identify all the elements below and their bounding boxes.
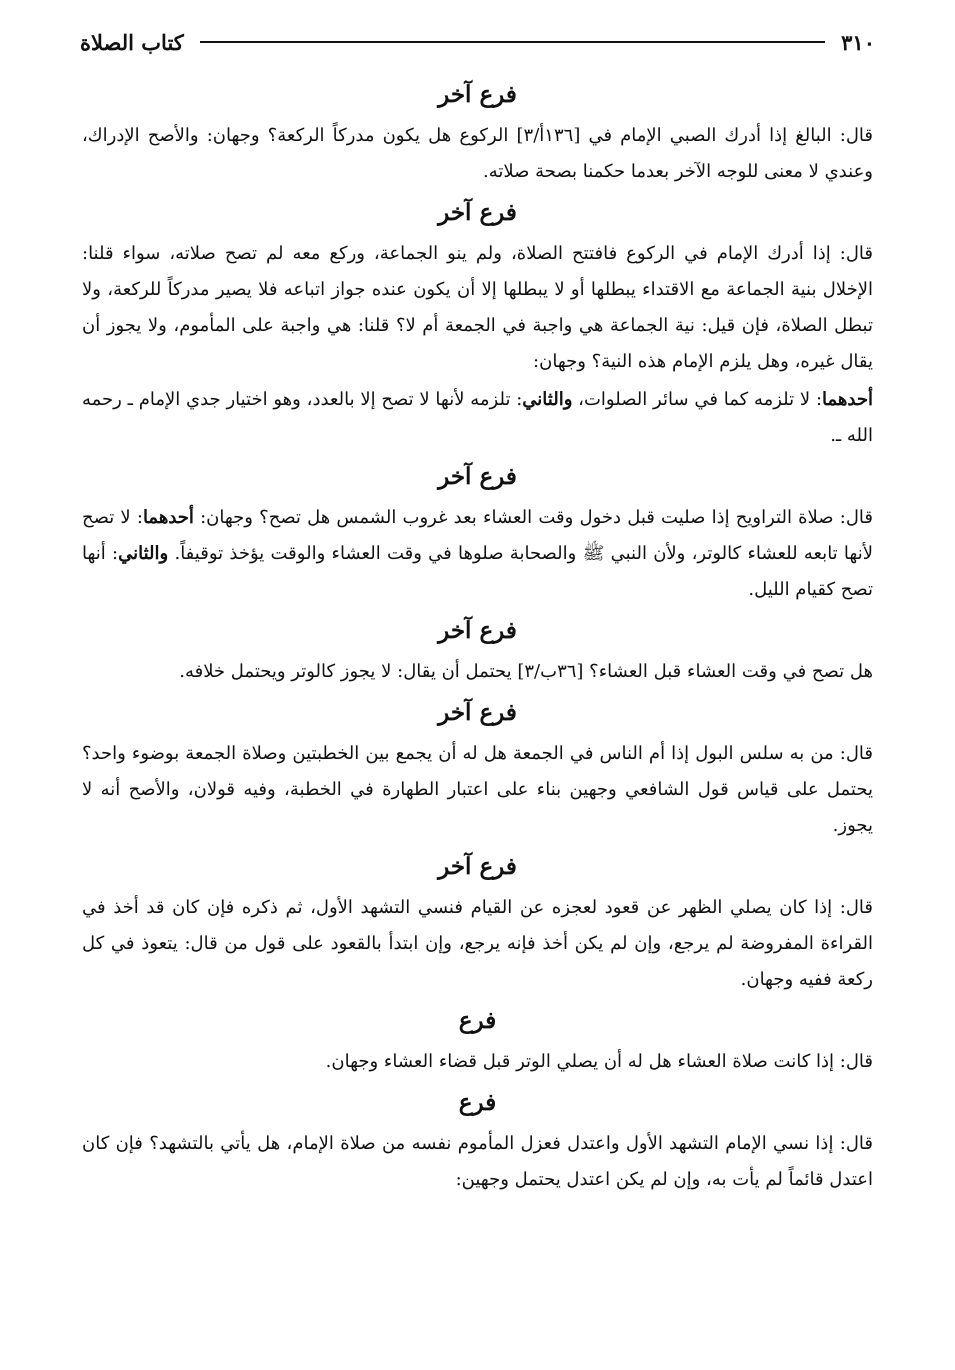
paragraph bbox=[82, 500, 873, 608]
paragraph-text: قال: صلاة التراويح إذا صليت قبل دخول وقت العشاء بعد غروب الشمس هل تصح؟ وجهان: bbox=[193, 507, 873, 528]
section-heading: فرع آخر bbox=[438, 617, 517, 644]
section-heading: فرع آخر bbox=[438, 699, 517, 726]
paragraph: قال: إذا أدرك الإمام في الركوع فافتتح الصلاة، ولم ينو الجماعة، وركع معه لم تصح صلاته، سواء قلنا: الإخلال بنية الجماعة مع الاقتداء يبطلها أو لا يبطلها إلا أن يكون عنده جواز اتباعه فلا يصير مدركاً للركعة، ولا تبطل الصلاة، فإن قيل: نية الجماعة هي واجبة في الجمعة أم لا؟ قلنا: هي واجبة على المأموم، ولا يجوز أن يقال غيره، وهل يلزم الإمام هذه النية؟ وجهان: bbox=[82, 243, 873, 372]
paragraph-text: : لا تصح لأنها تابعه للعشاء كالوتر، ولأن النبي ﷺ والصحابة صلوها في وقت العشاء والوقت يؤخذ توقيفاً. bbox=[82, 507, 873, 564]
page-body bbox=[82, 74, 873, 1200]
section-heading: فرع آخر bbox=[438, 463, 517, 490]
lead-term: أحدهما bbox=[142, 507, 194, 528]
lead-term: أحدهما bbox=[822, 389, 873, 410]
header-rule bbox=[200, 41, 825, 43]
paragraph: قال: البالغ إذا أدرك الصبي الإمام في [١٣٦أ/٣] الركوع هل يكون مدركاً الركعة؟ وجهان: والأصح الإدراك، وعندي لا معنى للوجه الآخر بعدما حكمنا بصحة صلاته. bbox=[82, 125, 873, 182]
lead-term: والثاني bbox=[522, 389, 573, 410]
paragraph-text: : تلزمه لأنها لا تصح إلا بالعدد، وهو اختيار جدي الإمام ـ رحمه الله ـ. bbox=[82, 389, 873, 446]
paragraph: قال: من به سلس البول إذا أم الناس في الجمعة هل له أن يجمع بين الخطبتين وصلاة الجمعة بوضوء واحد؟ يحتمل على قياس قول الشافعي وجهين بناء على اعتبار الطهارة في الخطبة، وفيه قولان، والأصح أنه لا يجوز. bbox=[82, 743, 873, 836]
section-heading: فرع bbox=[458, 1007, 497, 1034]
paragraph: قال: إذا كان يصلي الظهر عن قعود لعجزه عن القيام فنسي التشهد الأول، ثم ذكره فإن كان قد أخذ في القراءة المفروضة لم يرجع، وإن لم يكن أخذ فإنه يرجع، وإن ابتدأ بالقعود على قول من قال: يتعوذ في كل ركعة ففيه وجهان. bbox=[82, 897, 873, 990]
section-heading: فرع آخر bbox=[438, 853, 517, 880]
section-heading: فرع bbox=[458, 1089, 497, 1116]
paragraph bbox=[82, 382, 873, 454]
paragraph-text: : أنها تصح كقيام الليل. bbox=[82, 543, 873, 600]
running-title: كتاب الصلاة bbox=[80, 29, 184, 55]
section-heading: فرع آخر bbox=[438, 81, 517, 108]
paragraph-text: : لا تلزمه كما في سائر الصلوات، bbox=[572, 389, 823, 410]
paragraph: قال: إذا كانت صلاة العشاء هل له أن يصلي الوتر قبل قضاء العشاء وجهان. bbox=[325, 1051, 873, 1072]
lead-term: والثاني bbox=[118, 543, 169, 564]
page-header bbox=[80, 24, 875, 60]
paragraph: هل تصح في وقت العشاء قبل العشاء؟ [٣٦ب/٣] يحتمل أن يقال: لا يجوز كالوتر ويحتمل خلافه. bbox=[179, 661, 873, 682]
page-number: ٣١٠ bbox=[841, 29, 875, 55]
paragraph: قال: إذا نسي الإمام التشهد الأول واعتدل فعزل المأموم نفسه من صلاة الإمام، هل يأتي بالتشهد؟ فإن كان اعتدل قائماً لم يأت به، وإن لم يكن اعتدل يحتمل وجهين: bbox=[82, 1133, 873, 1190]
section-heading: فرع آخر bbox=[438, 199, 517, 226]
